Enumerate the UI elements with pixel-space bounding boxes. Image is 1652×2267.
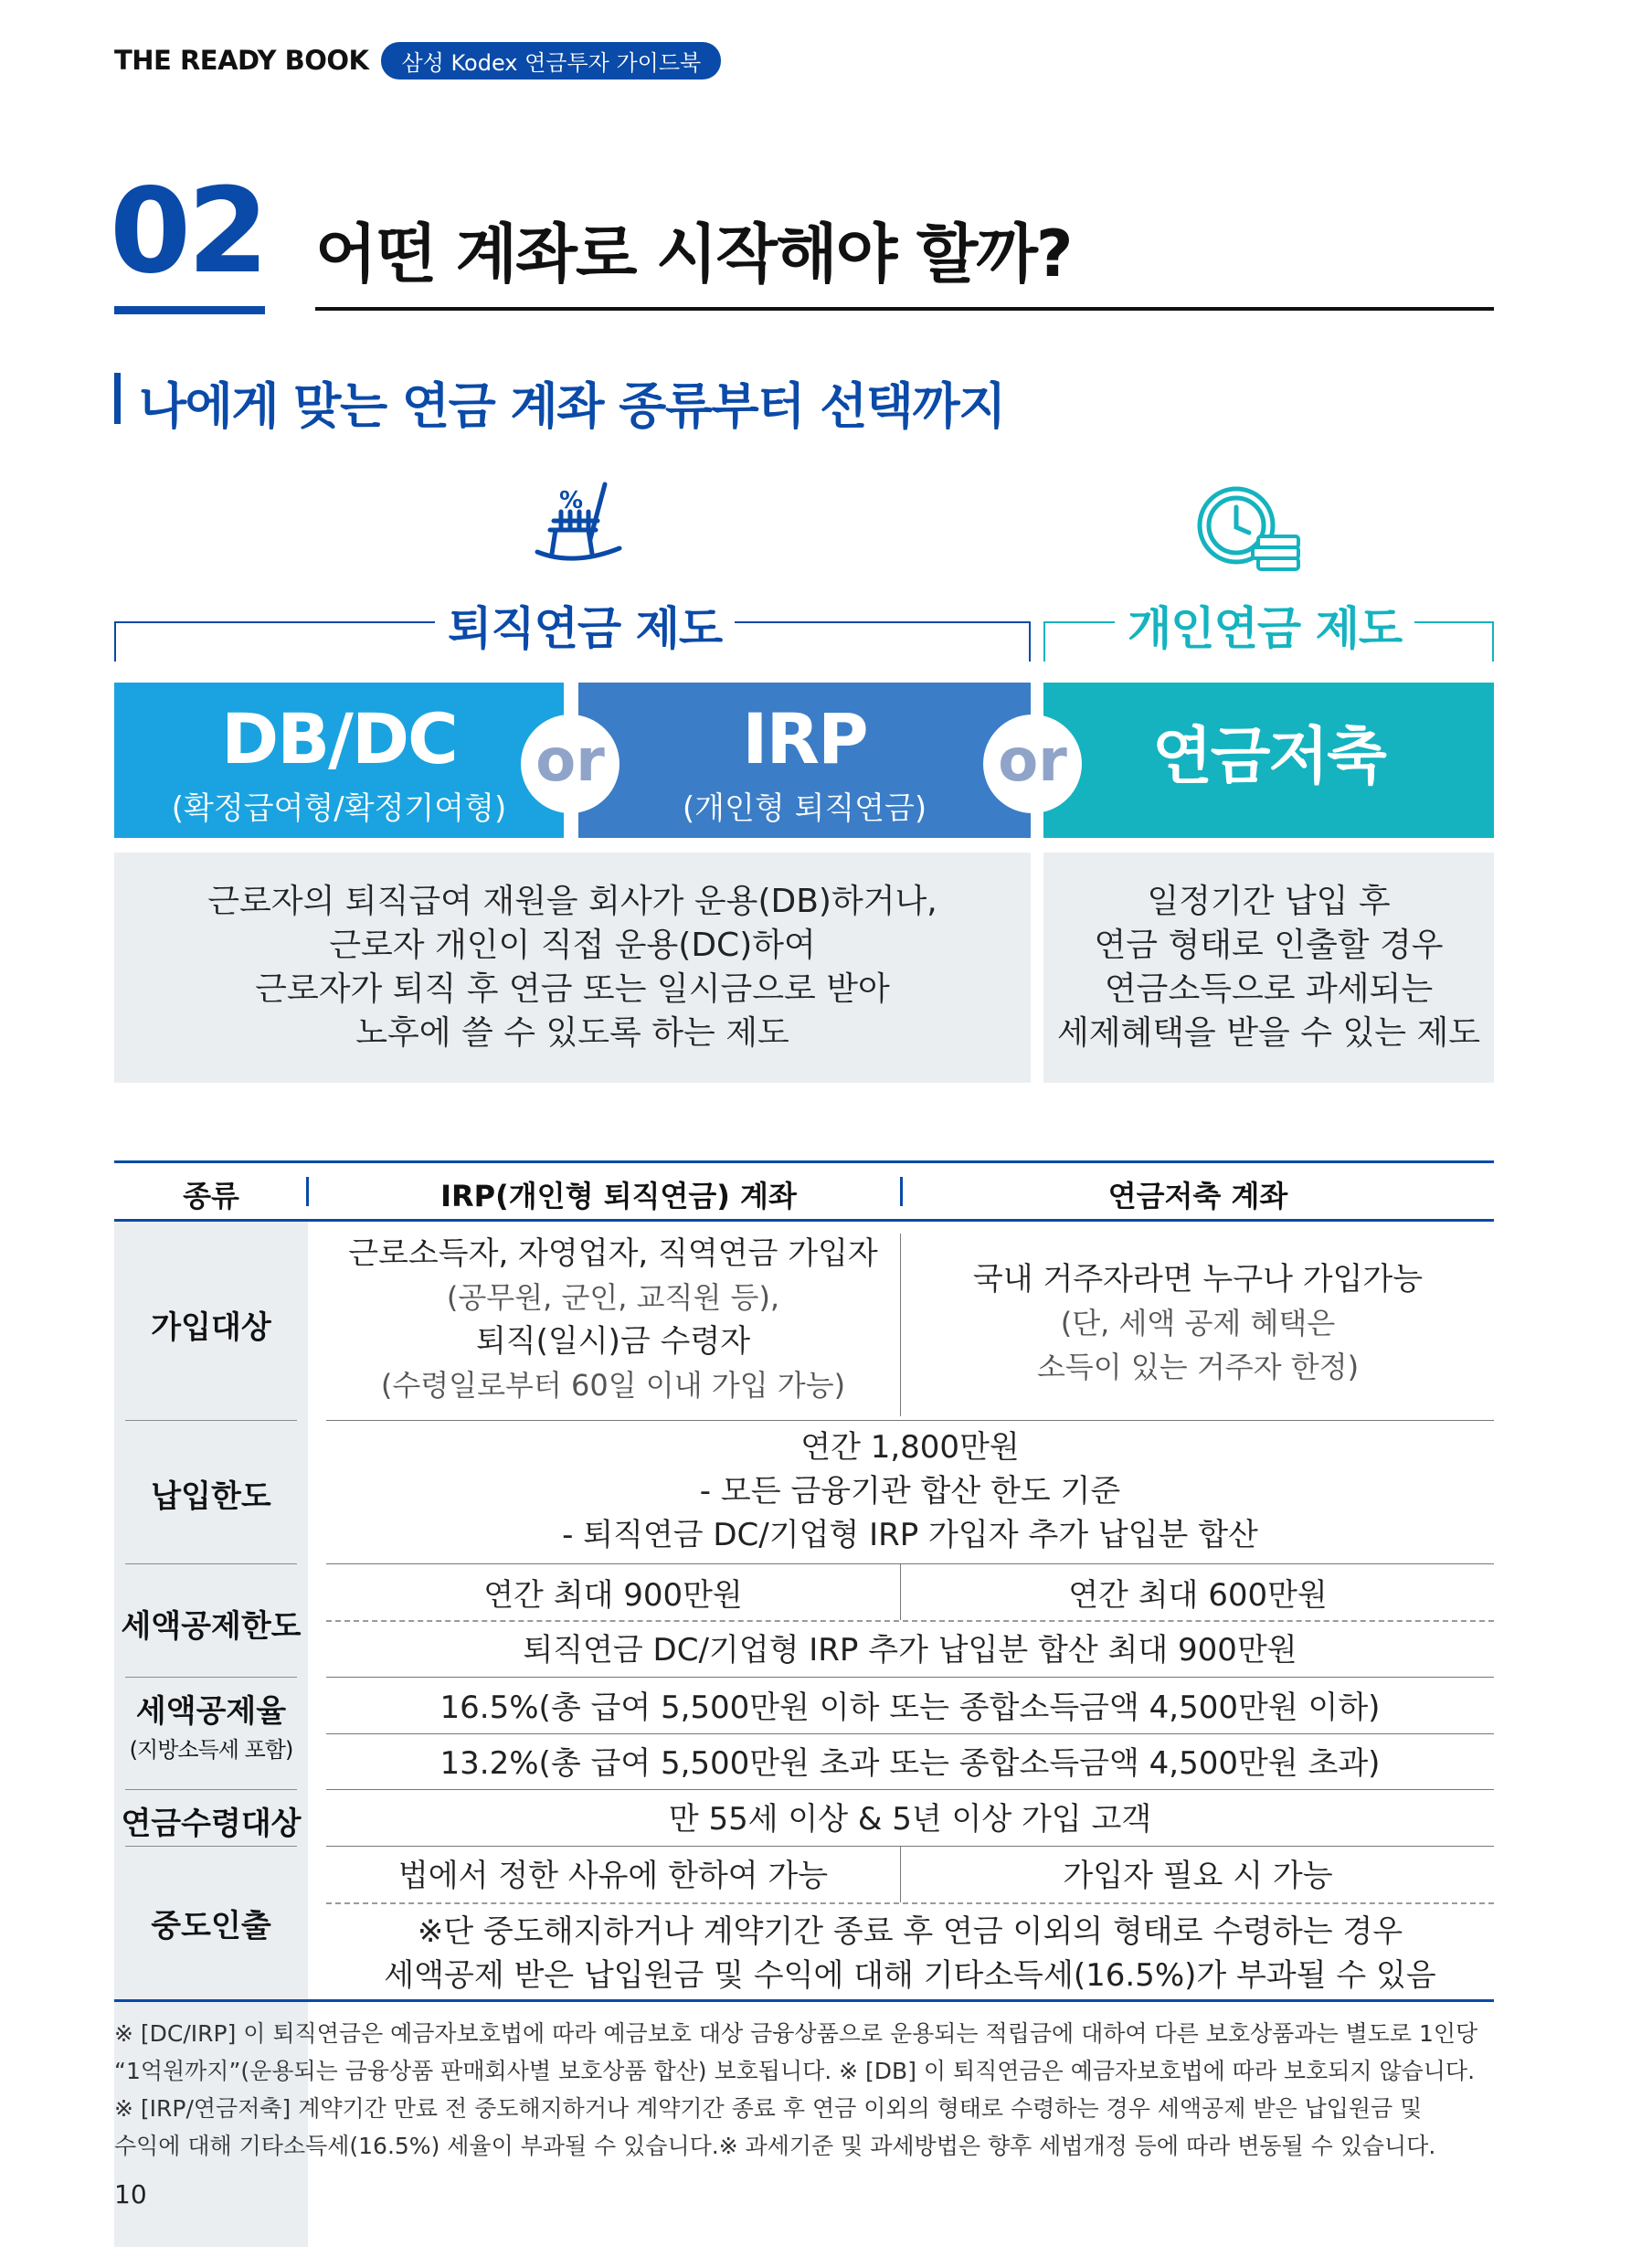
row-label-divider: [125, 1563, 297, 1564]
row-label-divider: [125, 1420, 297, 1421]
retirement-group-label: 퇴직연금 제도: [435, 592, 735, 658]
pension-savings-title: 연금저축: [1152, 721, 1385, 793]
withdrawal-irp: 법에서 정한 사유에 한하여 가능: [397, 1858, 829, 1894]
table-bottom-rule: [114, 1999, 1494, 2002]
eligibility-irp-line: (수령일로부터 60일 이내 가입 가능): [380, 1368, 846, 1403]
receipt-text: 만 55세 이상 & 5년 이상 가입 고객: [668, 1801, 1152, 1838]
row-label-receipt: 연금수령대상: [121, 1806, 302, 1842]
clock-coins-icon: [1192, 480, 1308, 580]
withdrawal-note-line: 세액공제 받은 납입원금 및 수익에 대해 기타소득세(16.5%)가 부과될 수 있음: [384, 1957, 1436, 1994]
personal-group-label: 개인연금 제도: [1115, 592, 1414, 658]
eligibility-pension-line: 국내 거주자라면 누구나 가입가능: [972, 1261, 1424, 1298]
eligibility-irp-line: 근로소득자, 자영업자, 직역연금 가입자: [348, 1235, 878, 1272]
footnote-line: ※ [DC/IRP] 이 퇴직연금은 예금자보호법에 따라 예금보호 대상 금융상품으로 운용되는 적립금에 대하여 다른 보호상품과는 별도로 1인당: [114, 2020, 1478, 2047]
eligibility-pension-line: (단, 세액 공제 혜택은: [1060, 1306, 1336, 1340]
page-title: 어떤 계좌로 시작해야 할까?: [315, 217, 1072, 291]
dbdc-box: [114, 683, 564, 838]
eligibility-irp-line: (공무원, 군인, 교직원 등),: [446, 1280, 780, 1315]
footnote-line: 수익에 대해 기타소득세(16.5%) 세율이 부과될 수 있습니다.※ 과세기준 및 과세방법은 향후 세법개정 등에 따라 변동될 수 있습니다.: [114, 2133, 1436, 2159]
row-dashed-divider: [326, 1620, 1494, 1622]
eligibility-pension: [902, 1257, 1494, 1389]
or-badge-2: or: [983, 715, 1082, 813]
limit-text: [326, 1425, 1494, 1557]
or-badge-1: or: [521, 715, 620, 813]
row-divider: [326, 1420, 1494, 1421]
irp-title: IRP: [742, 698, 867, 779]
row-divider: [326, 1733, 1494, 1734]
withdrawal-pension: 가입자 필요 시 가능: [1063, 1858, 1333, 1894]
page-number: 10: [114, 2179, 147, 2209]
row-label-divider: [125, 1789, 297, 1790]
section-number: 02: [110, 164, 266, 300]
retirement-desc-line: 근로자 개인이 직접 운용(DC)하여: [329, 927, 816, 964]
row-dashed-divider: [326, 1902, 1494, 1904]
deduction-rate-line-2: 13.2%(총 급여 5,500만원 초과 또는 종합소득금액 4,500만원 초과): [439, 1745, 1381, 1782]
row-label-limit: 납입한도: [151, 1478, 271, 1515]
personal-desc-line: 연금소득으로 과세되는: [1104, 970, 1434, 1008]
personal-desc-line: 일정기간 납입 후: [1147, 883, 1391, 920]
row-divider: [326, 1846, 1494, 1847]
eligibility-irp-line: 퇴직(일시)금 수령자: [475, 1323, 751, 1360]
deduction-rate-label: 세액공제율: [135, 1693, 287, 1730]
table-header-rule: [114, 1219, 1494, 1222]
withdrawal-note-line: ※단 중도해지하거나 계약기간 종료 후 연금 이외의 형태로 수령하는 경우: [417, 1913, 1403, 1950]
dbdc-subtitle: (확정급여형/확정기여형): [171, 790, 507, 827]
retirement-desc-line: 노후에 쓸 수 있도록 하는 제도: [355, 1014, 789, 1052]
row-divider: [326, 1677, 1494, 1678]
limit-line: - 퇴직연금 DC/기업형 IRP 가입자 추가 납입분 합산: [562, 1517, 1258, 1553]
page-subtitle: 나에게 맞는 연금 계좌 종류부터 선택까지: [139, 377, 1005, 435]
footnotes: [114, 2015, 1498, 2165]
deduction-limit-irp: 연간 최대 900만원: [483, 1577, 743, 1614]
dbdc-title: DB/DC: [221, 698, 457, 779]
personal-desc-line: 연금 형태로 인출할 경우: [1094, 927, 1444, 964]
deduction-limit-combined: 퇴직연금 DC/기업형 IRP 추가 납입분 합산 최대 900만원: [523, 1632, 1297, 1668]
limit-line: 연간 1,800만원: [800, 1429, 1020, 1466]
deduction-limit-pension: 연간 최대 600만원: [1068, 1577, 1328, 1614]
limit-line: - 모든 금융기관 합산 한도 기준: [699, 1473, 1121, 1510]
header-separator: [306, 1177, 309, 1206]
header-type: 종류: [183, 1179, 239, 1213]
irp-subtitle: (개인형 퇴직연금): [682, 790, 927, 827]
row-divider: [326, 1563, 1494, 1564]
guide-badge: 삼성 Kodex 연금투자 가이드북: [381, 42, 721, 79]
deduction-rate-line-1: 16.5%(총 급여 5,500만원 이하 또는 종합소득금액 4,500만원 이하): [439, 1690, 1381, 1726]
column-divider: [900, 1234, 901, 1416]
title-underline: [315, 307, 1494, 311]
brand-title: THE READY BOOK: [114, 45, 369, 76]
svg-text:%: %: [559, 487, 584, 514]
eligibility-irp: [326, 1232, 900, 1407]
subtitle-marker: [114, 373, 121, 424]
footnote-line: “1억원까지”(운용되는 금융상품 판매회사별 보호상품 합산) 보호됩니다. ※ [DB] 이 퇴직연금은 예금자보호법에 따라 보호되지 않습니다.: [114, 2058, 1476, 2084]
personal-description: [1043, 853, 1494, 1083]
pension-savings-box: [1043, 683, 1494, 838]
withdrawal-note: [326, 1910, 1494, 1997]
section-number-underline: [114, 306, 265, 314]
table-top-rule: [114, 1160, 1494, 1163]
row-label-divider: [125, 1677, 297, 1678]
rocking-chair-icon: [528, 475, 630, 577]
personal-desc-line: 세제혜택을 받을 수 있는 제도: [1056, 1014, 1481, 1052]
retirement-desc-line: 근로자가 퇴직 후 연금 또는 일시금으로 받아: [255, 970, 890, 1008]
deduction-rate-sublabel: (지방소득세 포함): [129, 1737, 293, 1763]
column-divider: [900, 1563, 901, 1620]
header-pension: 연금저축 계좌: [1107, 1179, 1288, 1213]
column-divider: [900, 1846, 901, 1902]
retirement-description: [114, 853, 1031, 1083]
eligibility-pension-line: 소득이 있는 거주자 한정): [1036, 1350, 1360, 1384]
row-label-deduction-rate: [114, 1692, 308, 1769]
footnote-line: ※ [IRP/연금저축] 계약기간 만료 전 중도해지하거나 계약기간 종료 후 연금 이외의 형태로 수령하는 경우 세액공제 받은 납입원금 및: [114, 2095, 1423, 2122]
row-divider: [326, 1789, 1494, 1790]
row-label-deduction-limit: 세액공제한도: [121, 1608, 302, 1645]
header-irp: IRP(개인형 퇴직연금) 계좌: [440, 1179, 797, 1213]
row-label-eligibility: 가입대상: [151, 1309, 271, 1346]
header: [114, 44, 721, 77]
row-label-divider: [125, 1846, 297, 1847]
row-label-withdrawal: 중도인출: [151, 1908, 271, 1944]
retirement-desc-line: 근로자의 퇴직급여 재원을 회사가 운용(DB)하거나,: [207, 883, 937, 920]
irp-box: [578, 683, 1031, 838]
